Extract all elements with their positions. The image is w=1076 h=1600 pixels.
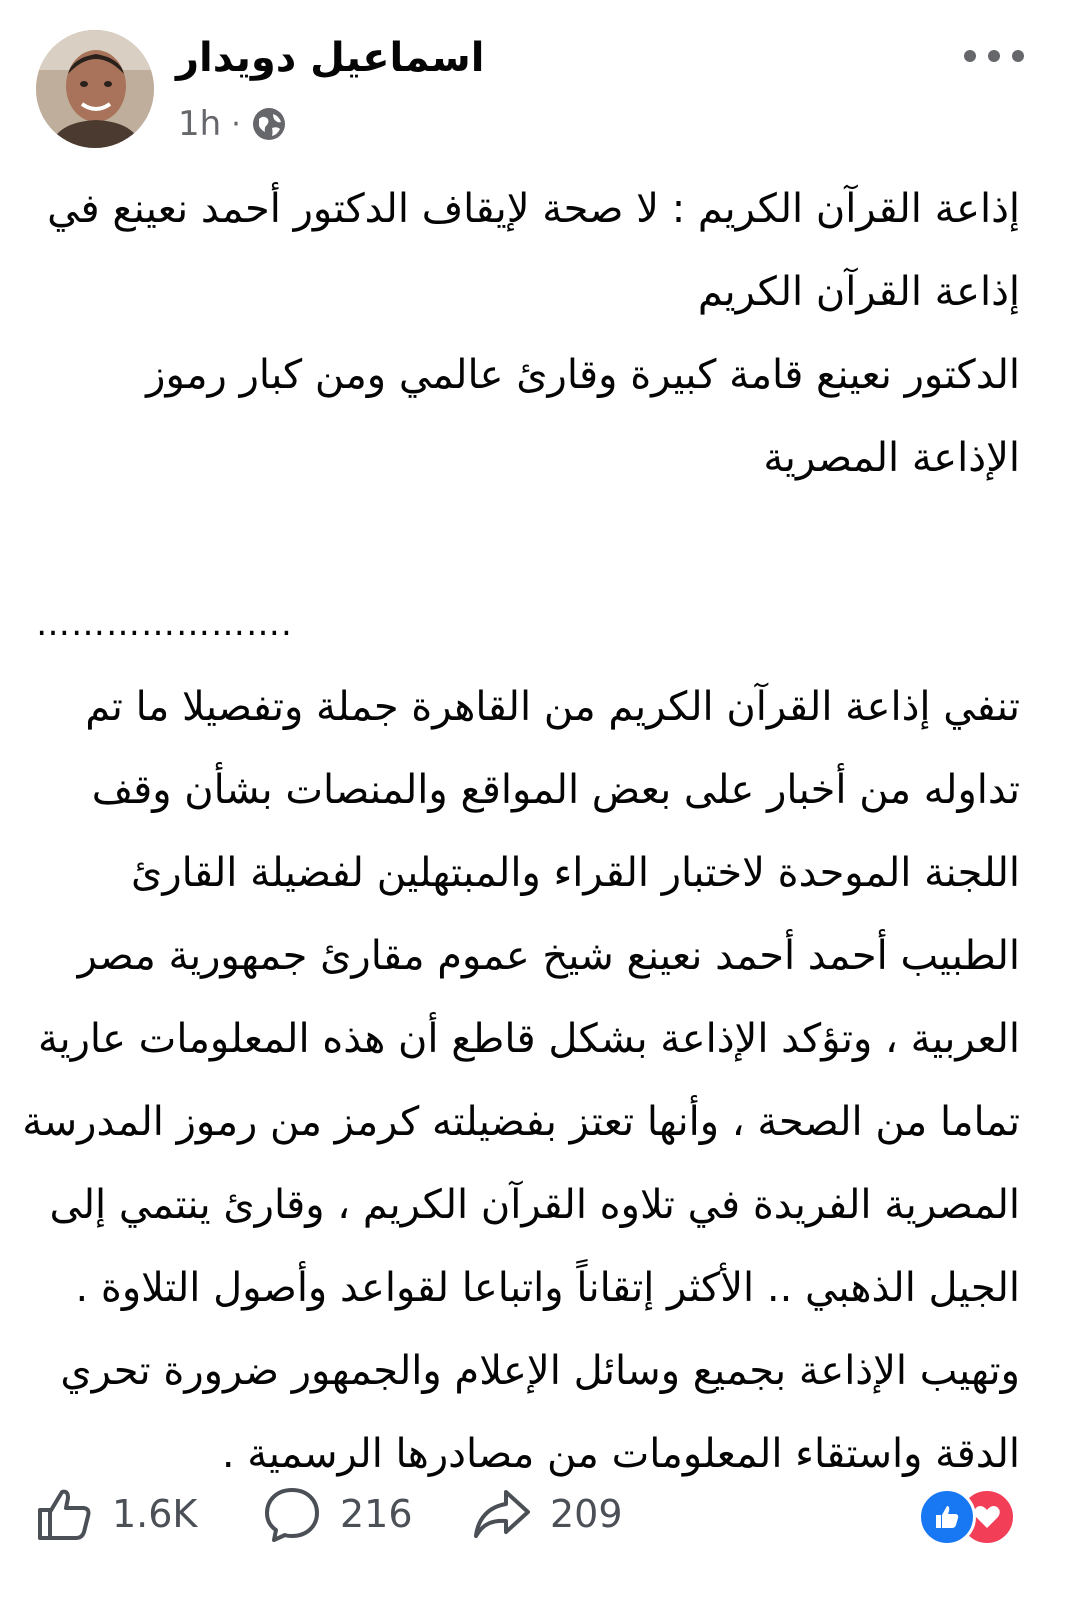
post-line: وتهيب الإذاعة بجميع وسائل الإعلام والجمهور ضرورة تحري <box>60 1348 1020 1394</box>
comment-count: 216 <box>340 1492 413 1536</box>
post-line: تنفي إذاعة القرآن الكريم من القاهرة جملة وتفصيلا ما تم <box>85 684 1020 730</box>
post-line: اللجنة الموحدة لاختبار القراء والمبتهلين لفضيلة القارئ <box>131 850 1020 896</box>
more-dot <box>988 50 1000 62</box>
post-line: إذاعة القرآن الكريم <box>697 269 1020 315</box>
more-dot <box>964 50 976 62</box>
like-count: 1.6K <box>112 1492 198 1536</box>
author-name[interactable] <box>176 30 596 86</box>
like-button[interactable] <box>34 1482 197 1546</box>
meta-separator: · <box>231 106 241 142</box>
more-dot <box>1012 50 1024 62</box>
share-count: 209 <box>550 1492 623 1536</box>
post-line: تماما من الصحة ، وأنها تعتز بفضيلته كرمز من رموز المدرسة <box>22 1099 1020 1145</box>
comment-button[interactable] <box>262 1482 413 1546</box>
post-line: إذاعة القرآن الكريم : لا صحة لإيقاف الدكتور أحمد نعينع في <box>47 186 1020 232</box>
avatar-photo <box>36 30 154 148</box>
like-reaction-icon <box>918 1488 976 1546</box>
post-actions <box>0 1468 1076 1558</box>
avatar[interactable] <box>36 30 154 148</box>
post-line: المصرية الفريدة في تلاوه القرآن الكريم ، وقارئ ينتمي إلى <box>49 1182 1020 1228</box>
author-name-text[interactable]: اسماعيل دويدار <box>176 35 485 81</box>
post-line: تداوله من أخبار على بعض المواقع والمنصات بشأن وقف <box>91 767 1020 813</box>
more-options-icon[interactable] <box>964 36 1024 76</box>
globe-icon[interactable] <box>251 106 287 142</box>
post-meta <box>178 100 287 148</box>
blank-line <box>36 500 1020 583</box>
post-text <box>22 168 1020 1496</box>
post-line: الجيل الذهبي .. الأكثر إتقاناً واتباعا لقواعد وأصول التلاوة . <box>75 1265 1020 1311</box>
reactions-summary[interactable] <box>918 1488 1018 1544</box>
share-button[interactable] <box>472 1482 623 1546</box>
post-line: الدكتور نعينع قامة كبيرة وقارئ عالمي ومن كبار رموز <box>146 352 1020 398</box>
dots-separator: …………………. <box>36 604 293 644</box>
share-icon <box>472 1484 532 1544</box>
thumbs-up-icon <box>34 1484 94 1544</box>
post-line: الإذاعة المصرية <box>763 435 1020 481</box>
post-header <box>0 22 1076 152</box>
post-time[interactable]: 1h <box>178 104 222 144</box>
post-line: الدقة واستقاء المعلومات من مصادرها الرسمية . <box>221 1431 1020 1477</box>
post-line: العربية ، وتؤكد الإذاعة بشكل قاطع أن هذه المعلومات عارية <box>38 1016 1020 1062</box>
post-line: الطبيب أحمد أحمد نعينع شيخ عموم مقارئ جمهورية مصر <box>77 933 1020 979</box>
comment-icon <box>262 1484 322 1544</box>
